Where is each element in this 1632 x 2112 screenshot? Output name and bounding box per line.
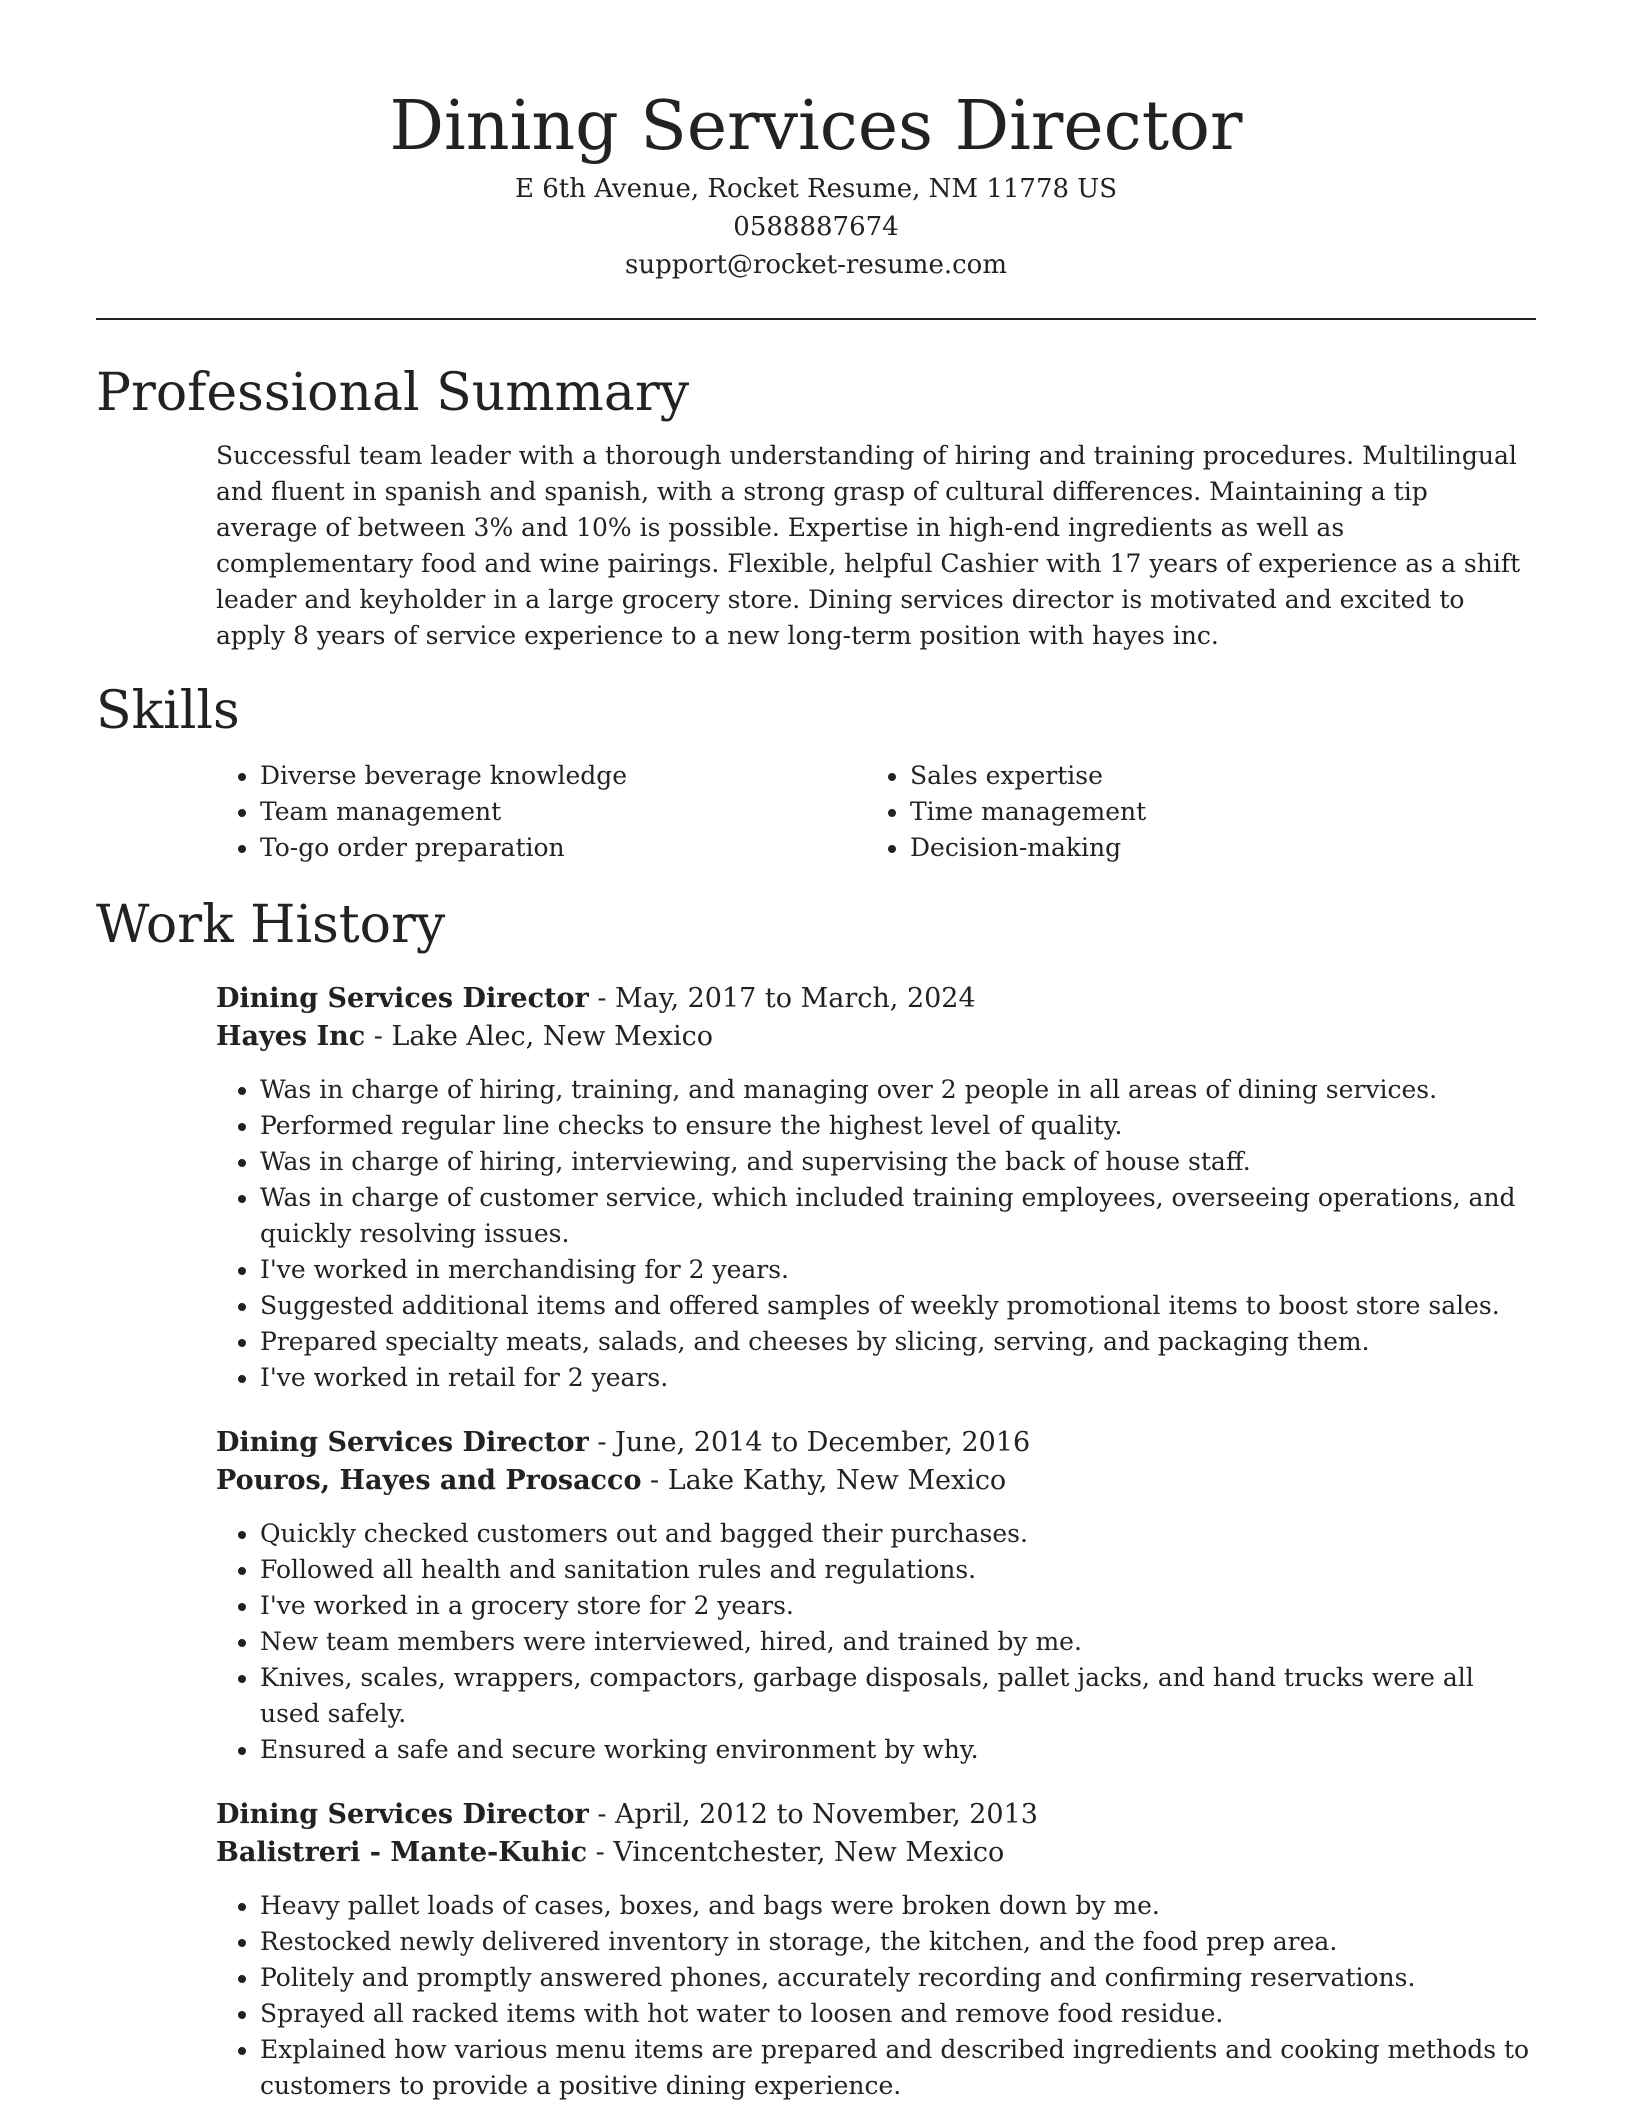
job-bullets (216, 1072, 1536, 1396)
job-company: Hayes Inc (216, 1021, 366, 1052)
job-location: - Lake Kathy, New Mexico (641, 1465, 1007, 1496)
contact-phone: 0588887674 (733, 212, 899, 242)
job-company-line (216, 1462, 1536, 1500)
skill-item: • Decision-making (910, 830, 1516, 866)
job-bullet: • I've worked in retail for 2 years. (260, 1360, 1536, 1396)
resume-name: Dining Services Director (389, 87, 1243, 166)
job-company: Balistreri - Mante-Kuhic (216, 1837, 588, 1868)
job-bullet: • Sprayed all racked items with hot water to loosen and remove food residue. (260, 1996, 1536, 2032)
summary-text: Successful team leader with a thorough understanding of hiring and training procedures. Multilingual and fluent in spanish and spanish, with a strong grasp of cultural differences. Maintaining a tip average of between 3% and 10% is possible. Expertise in high-end ingredients as well as complementary food and wine pairings. Flexible, helpful Cashier with 17 years of experience as a shift leader and keyholder in a large grocery store. Dining services director is motivated and excited to apply 8 years of service experience to a new long-term position with hayes inc. (216, 441, 1521, 650)
job-bullets (216, 1516, 1536, 1768)
job-bullet: • I've worked in a grocery store for 2 years. (260, 1588, 1536, 1624)
job-company: Pouros, Hayes and Prosacco (216, 1465, 642, 1496)
job-bullet: • Was in charge of hiring, training, and managing over 2 people in all areas of dining services. (260, 1072, 1536, 1108)
job-bullet: • Ensured a safe and secure working environment by why. (260, 1732, 1536, 1768)
job-dates: - May, 2017 to March, 2024 (588, 983, 976, 1014)
contact-email: support@rocket-resume.com (624, 250, 1007, 280)
job-title: Dining Services Director (216, 1799, 589, 1830)
job-bullets (216, 1888, 1536, 2104)
job-title-line (216, 980, 1536, 1018)
job-location: - Lake Alec, New Mexico (365, 1021, 713, 1052)
skills-list-left (216, 758, 866, 866)
job-title: Dining Services Director (216, 983, 589, 1014)
job-entry (96, 980, 1536, 1396)
skill-item: • Team management (260, 794, 866, 830)
job-bullet: • Followed all health and sanitation rules and regulations. (260, 1552, 1536, 1588)
job-company-line (216, 1834, 1536, 1872)
job-bullet: • Performed regular line checks to ensure the highest level of quality. (260, 1108, 1536, 1144)
job-bullet: • Was in charge of customer service, which included training employees, overseeing operations, and quickly resolving issues. (260, 1180, 1536, 1252)
job-bullet: • Knives, scales, wrappers, compactors, garbage disposals, pallet jacks, and hand trucks were all used safely. (260, 1660, 1536, 1732)
job-bullet: • Heavy pallet loads of cases, boxes, and bags were broken down by me. (260, 1888, 1536, 1924)
job-bullet: • New team members were interviewed, hired, and trained by me. (260, 1624, 1536, 1660)
job-title: Dining Services Director (216, 1427, 589, 1458)
header-divider (96, 318, 1536, 320)
skill-item: • To-go order preparation (260, 830, 866, 866)
job-location: - Vincentchester, New Mexico (587, 1837, 1005, 1868)
work-history-section (96, 892, 1536, 2104)
summary-heading: Professional Summary (96, 363, 690, 423)
job-bullet: • I've worked in merchandising for 2 years. (260, 1252, 1536, 1288)
job-title-line (216, 1796, 1536, 1834)
job-entry (96, 1424, 1536, 1768)
skill-item: • Diverse beverage knowledge (260, 758, 866, 794)
job-entry (96, 1796, 1536, 2104)
job-bullet: • Politely and promptly answered phones, accurately recording and confirming reservations. (260, 1960, 1536, 1996)
skills-section (96, 678, 1536, 866)
job-company-line (216, 1018, 1536, 1056)
job-bullet: • Explained how various menu items are prepared and described ingredients and cooking methods to customers to provide a positive dining experience. (260, 2032, 1536, 2104)
job-bullet: • Restocked newly delivered inventory in storage, the kitchen, and the food prep area. (260, 1924, 1536, 1960)
skill-item: • Time management (910, 794, 1516, 830)
work-history-heading: Work History (96, 895, 446, 955)
contact-address: E 6th Avenue, Rocket Resume, NM 11778 US (514, 174, 1118, 204)
job-title-line (216, 1424, 1536, 1462)
summary-section (96, 360, 1536, 654)
job-bullet: • Was in charge of hiring, interviewing, and supervising the back of house staff. (260, 1144, 1536, 1180)
skills-columns (96, 758, 1536, 866)
job-dates: - June, 2014 to December, 2016 (588, 1427, 1031, 1458)
job-bullet: • Suggested additional items and offered samples of weekly promotional items to boost store sales. (260, 1288, 1536, 1324)
job-dates: - April, 2012 to November, 2013 (588, 1799, 1038, 1830)
skills-heading: Skills (96, 681, 240, 741)
skill-item: • Sales expertise (910, 758, 1516, 794)
job-bullet: • Prepared specialty meats, salads, and cheeses by slicing, serving, and packaging them. (260, 1324, 1536, 1360)
resume-header (96, 0, 1536, 284)
job-bullet: • Quickly checked customers out and bagged their purchases. (260, 1516, 1536, 1552)
skills-list-right (866, 758, 1516, 866)
